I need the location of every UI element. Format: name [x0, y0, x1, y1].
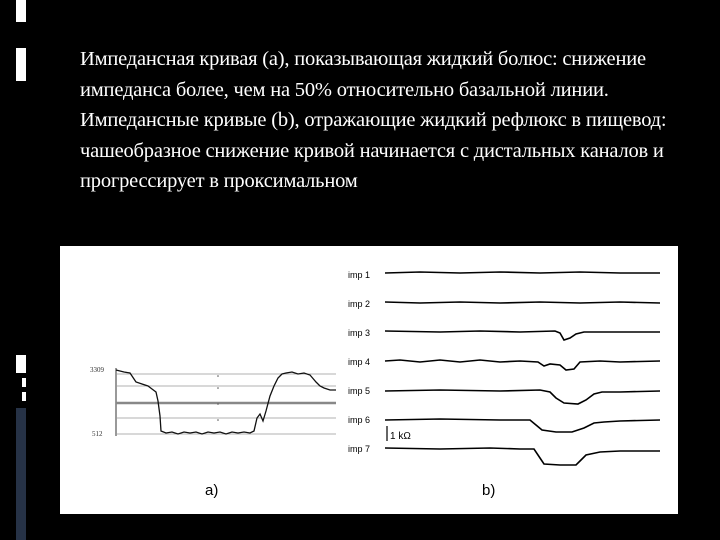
y-top-label: 3309: [90, 366, 104, 374]
channel-label-1: imp 1: [348, 270, 371, 280]
channel-label-4: imp 4: [348, 357, 371, 367]
scale-label: 1 kΩ: [390, 431, 411, 442]
channel-label-2: imp 2: [348, 299, 371, 309]
channel-label-3: imp 3: [348, 328, 371, 338]
channel-label-5: imp 5: [348, 386, 371, 396]
decorative-left-bars: [0, 0, 34, 540]
impedance-figure: [60, 246, 678, 514]
panel-b-impedance-channels: [348, 270, 660, 465]
channel-label-7: imp 7: [348, 444, 371, 454]
slide-body-text: Импедансная кривая (a), показывающая жидкий болюс: снижение импеданса более, чем на 50% относительно базальной линии. Импедансные кривые (b), отражающие жидкий рефлюкс в пищевод: чашеобразное снижение кривой начинается с дистальных каналов и прогрессирует в проксимальном: [80, 48, 667, 192]
y-bottom-label: 512: [92, 430, 103, 438]
caption-a: a): [205, 482, 219, 499]
caption-b: b): [482, 482, 496, 499]
channel-label-6: imp 6: [348, 415, 371, 425]
panel-a-impedance-curve: [90, 366, 336, 438]
